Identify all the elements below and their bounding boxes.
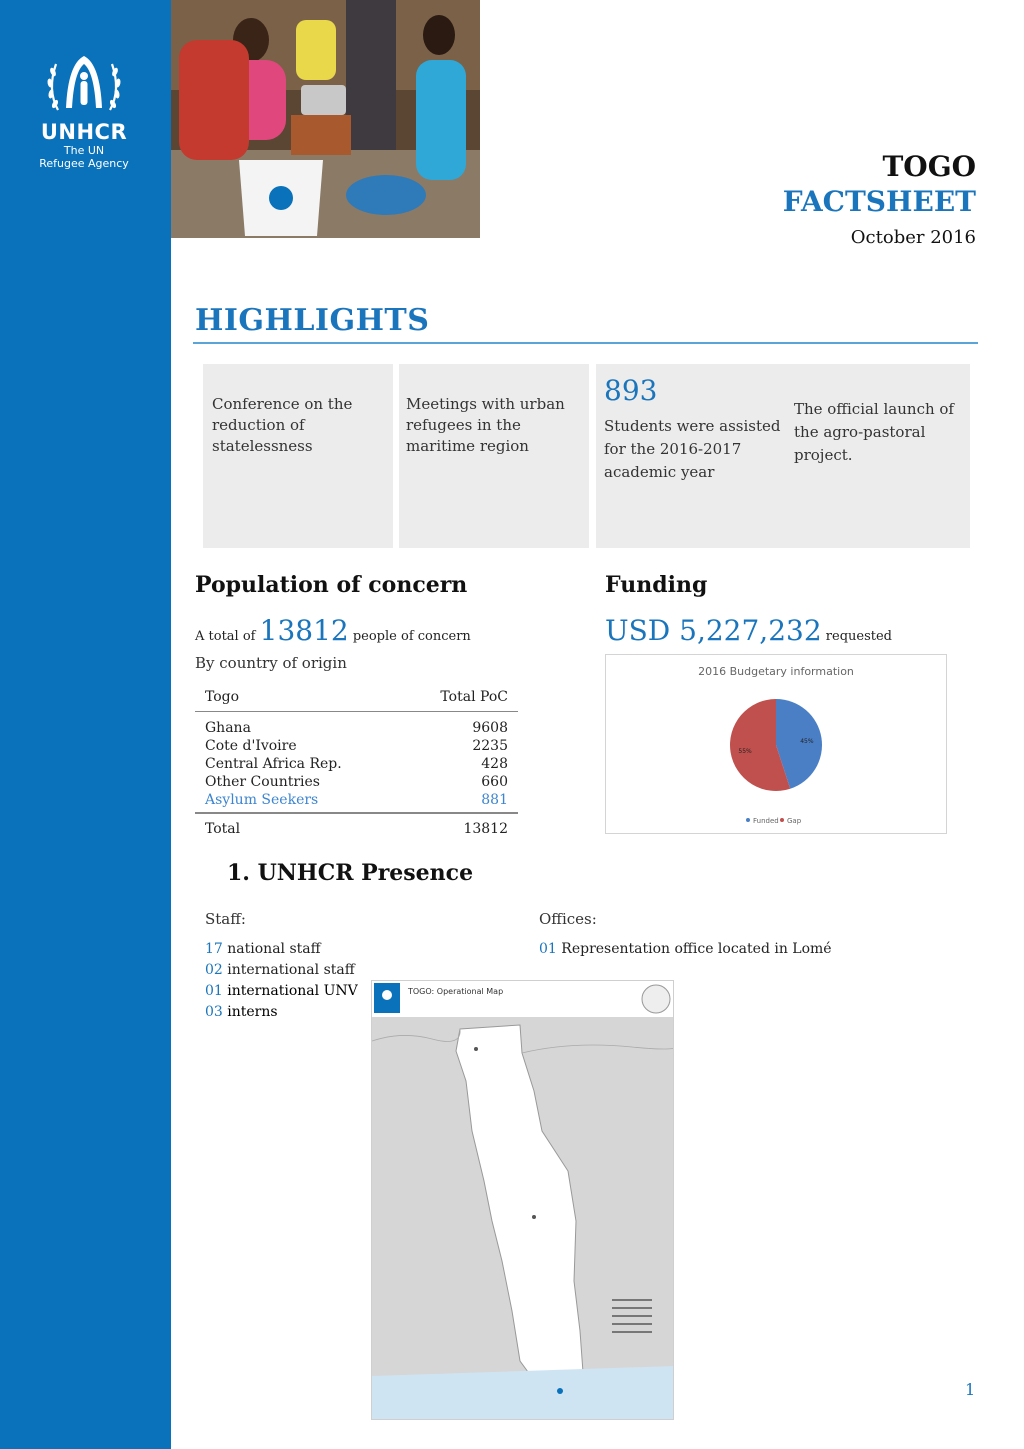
header-photo <box>171 0 480 238</box>
legend-label-gap: Gap <box>787 817 802 825</box>
sidebar <box>0 0 171 1449</box>
page-number: 1 <box>965 1380 976 1399</box>
table-row-asylum-seekers: Asylum Seekers 881 <box>205 792 508 808</box>
map-marker-sokode <box>532 1215 536 1219</box>
table-header-country: Togo <box>195 686 402 712</box>
funding-amount: USD 5,227,232 <box>605 614 822 647</box>
country-title: TOGO <box>882 150 976 183</box>
budget-pie-chart <box>605 654 947 834</box>
highlight-3-text: Students were assisted for the 2016-2017 academic year <box>604 417 781 481</box>
funding-heading: Funding <box>605 572 708 598</box>
highlight-4-text: The official launch of the agro-pastoral project. <box>794 400 954 464</box>
staff-interns: 03 interns <box>205 1004 278 1020</box>
table-row: Cote d'Ivoire 2235 <box>205 738 508 754</box>
office-line: 01 Representation office located in Lomé <box>539 941 832 957</box>
funding-suffix: requested <box>825 629 892 644</box>
highlight-2-text: Meetings with urban refugees in the maritime region <box>406 395 565 455</box>
logo-tagline-1: The UN <box>63 144 105 157</box>
by-origin-label: By country of origin <box>195 654 347 672</box>
table-row: Central Africa Rep. 428 <box>205 756 508 772</box>
pie-data-label-gap: 55% <box>738 747 752 755</box>
title-block <box>783 150 976 248</box>
publication-date: October 2016 <box>850 227 976 248</box>
map-title: TOGO: Operational Map <box>408 987 504 996</box>
highlight-1-text: Conference on the reduction of statelessness <box>212 395 353 455</box>
pie-data-label-funded: 45% <box>800 738 814 746</box>
highlights-heading: HIGHLIGHTS <box>195 303 430 338</box>
operational-map <box>371 980 674 1420</box>
table-header-total: Total PoC <box>402 686 518 712</box>
staff-international: 02 international staff <box>205 962 355 978</box>
highlights-divider <box>193 342 978 344</box>
staff-unv: 01 international UNV <box>205 983 358 999</box>
unhcr-emblem-icon <box>44 50 124 116</box>
funding-line <box>605 614 892 647</box>
legend-marker-gap <box>780 818 784 822</box>
factsheet-title: FACTSHEET <box>782 185 976 218</box>
legend-label-funded: Funded <box>753 817 779 825</box>
table-total-row: Total 13812 <box>195 813 518 838</box>
highlight-3-number: 893 <box>604 374 658 407</box>
chart-title: 2016 Budgetary information <box>698 665 854 678</box>
staff-national: 17 national staff <box>205 941 321 957</box>
offices-label: Offices: <box>539 910 597 928</box>
map-locator-globe-icon <box>642 985 670 1013</box>
map-marker-dapaong <box>474 1047 478 1051</box>
map-marker-lome <box>557 1388 563 1394</box>
logo-org-name: UNHCR <box>40 120 128 144</box>
legend-marker-funded <box>746 818 750 822</box>
staff-label: Staff: <box>205 910 246 928</box>
population-heading: Population of concern <box>195 572 468 598</box>
table-row: Other Countries 660 <box>205 774 508 790</box>
unhcr-logo <box>28 50 140 170</box>
presence-heading: 1. UNHCR Presence <box>227 860 474 886</box>
population-total-value: 13812 <box>259 614 349 647</box>
logo-tagline-2: Refugee Agency <box>39 157 129 170</box>
table-header-row <box>195 686 518 712</box>
population-table <box>195 686 518 838</box>
population-total-line: A total of 13812 people of concern <box>195 614 471 647</box>
table-row: Ghana 9608 <box>205 720 508 736</box>
